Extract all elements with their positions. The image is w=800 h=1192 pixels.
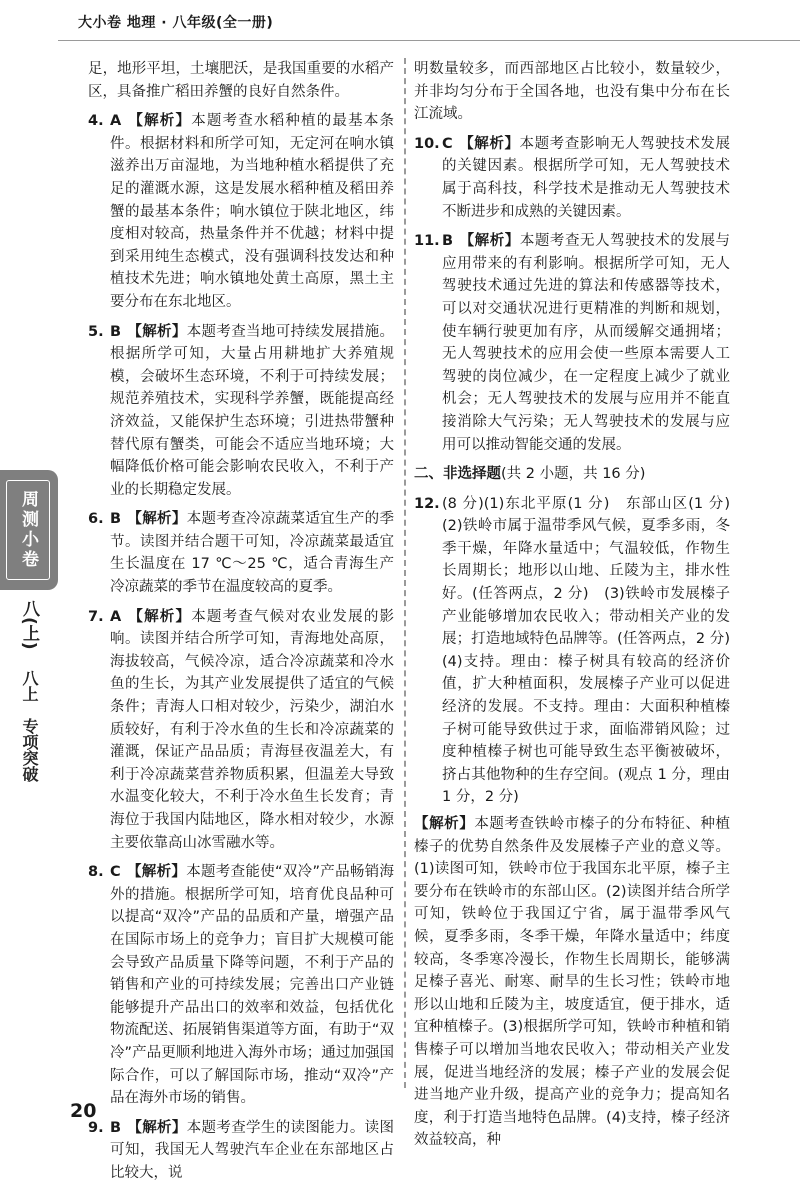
analysis-text: 本题考查铁岭市榛子的分布特征、种植榛子的优势自然条件及发展榛子产业的意义等。(1)读图可知，铁岭市位于我国东北平原，榛子主要分布在铁岭市的东部山区。(2)读图并结合所学可知，铁岭位于我国辽宁省，属于温带季风气候，夏季多雨，冬季干燥，年降水量适中；纬度较高，冬季寒冷漫长，作物生长周期长，能够满足榛子喜光、耐寒、耐旱的生长习性；铁岭市地形以山地和丘陵为主，坡度适宜，便于排水，适宜种植榛子。(3)根据所学可知，铁岭市种植和销售榛子可以增加当地农民收入；带动相关产业发展，促进当地经济的发展；榛子产业的发展会促进当地产业升级，提高产业的竞争力；提高知名度，利于打造当地特色品牌。(4)支持，榛子经济效益较高，种 [414,816,731,1149]
item-answer: B [110,1119,122,1136]
section-note: (共 2 小题，共 16 分) [501,466,646,483]
answer-item-7 [88,606,394,855]
item-number: 7. [88,608,104,625]
item-answer: A [110,113,122,130]
page-number: 20 [70,1100,97,1122]
left-intro: 足，地形平坦，土壤肥沃，是我国重要的水稻产区，具备推广稻田养蟹的良好自然条件。 [88,61,394,100]
item-answer: B [442,233,454,250]
side-grade-part2: (上) [19,617,39,650]
answer-item-6 [88,508,394,598]
item-number: 8. [88,864,104,881]
item-text: 本题考查影响无人驾驶技术发展的关键因素。根据所学可知，无人驾驶技术属于高科技，科学技术是推动无人驾驶技术不断进步和成熟的关键因素。 [442,135,731,220]
section-heading [414,463,730,486]
answer-item-5 [88,321,394,502]
item-text: 本题考查水稻种植的最基本条件。根据材料和所学可知，无定河在响水镇滋养出万亩湿地，为当地种植水稻提供了充足的灌溉水源，这是发展水稻种植及稻田养蟹的最基本条件；响水镇位于陕北地区，纬度相对较高，热量条件并不优越；材料中提到采用纯生态模式，没有强调科技发达和种植技术先进；响水镇地处黄土高原，黑土主要分布在东北地区。 [110,113,395,310]
header-rule [58,40,800,41]
item-number: 10. [414,135,440,152]
item-answer: A [110,608,122,625]
item-answer: C [110,864,121,881]
item-answer-text: (8 分)(1)东北平原(1 分) 东部山区(1 分) (2)铁岭市属于温带季风气候，夏季多雨，冬季干燥，年降水量适中；气温较低，作物生长周期长；地形以山地、丘陵为主，排水性好。(任答两点，2 分) (3)铁岭市发展榛子产业能够增加农民收入；带动相关产业的发展；打造地域特色品牌等。(任答两点，2 分) (4)支持。理由：榛子树具有较高的经济价值，扩大种植面积，发展榛子产业可以促进经济的发展。不支持。理由：大面积种植榛子树可能导致供过于求，面临滞销风险；过度种植榛子树也可能导致生态平衡被破坏，挤占其他物种的生存空间。(观点 1 分，理由 1 分，2 分) [442,495,745,806]
side-grade-part4: 专项突破 [20,718,39,782]
item-tag: 【解析】 [126,864,187,881]
item-number: 5. [88,323,104,340]
item-tag: 【解析】 [127,323,187,340]
item-text: 本题考查无人驾驶技术的发展与应用带来的有利影响。根据所学可知，无人驾驶技术通过先进的算法和传感器等技术，可以对交通状况进行更精准的判断和规划，使车辆行驶更加有序，从而缓解交通拥堵；无人驾驶技术的应用会使一些原本需要人工驾驶的岗位减少，在一定程度上减少了就业机会；无人驾驶技术的发展与应用并不能直接消除大气污染；无人驾驶技术的发展与应用可以推动智能交通的发展。 [442,233,731,453]
item-text: 本题考查能使“双冷”产品畅销海外的措施。根据所学可知，培育优良品种可以提高“双冷”产品的品质和产量，增强产品在国际市场上的竞争力；盲目扩大规模可能会导致产品质量下降等问题，不利于产品的销售和产业的可持续发展；完善出口产业链能够提升产品出口的效率和效益，包括优化物流配送、拓展销售渠道等方面，有助于“双冷”产品更顺利地进入海外市场；通过加强国际合作，可以了解国际市场，推动“双冷”产品在海外市场的销售。 [110,864,394,1107]
item-text: 本题考查冷凉蔬菜适宜生产的季节。读图并结合题干可知，冷凉蔬菜最适宜生长温度在 17 ℃～25 ℃，适合青海生产冷凉蔬菜的季节在温度较高的夏季。 [110,511,395,596]
item-number: 9. [88,1119,104,1136]
section-title: 二、非选择题 [414,466,501,483]
side-section-label [0,670,58,782]
item-text: 本题考查学生的读图能力。读图可知，我国无人驾驶汽车企业在东部地区占比较大，说 [110,1119,395,1181]
side-tab[interactable] [0,470,58,590]
side-tab-label: 周测小卷 [6,480,50,580]
item-tag: 【解析】 [127,113,192,130]
item-tag: 【解析】 [127,511,187,528]
item-text: 本题考查当地可持续发展措施。根据所学可知，大量占用耕地扩大养殖规模，会破坏生态环境，不利于可持续发展；规范养殖技术，实现科学养蟹，既能提高经济效益，又能保护生态环境；引进热带蟹种替代原有蟹类，可能会不适应当地环境；大幅降低价格可能会影响农民收入，不利于产业的长期稳定发展。 [110,323,395,498]
side-grade-part1: 八 [19,600,39,617]
answer-item-9 [88,1117,394,1185]
analysis-12 [414,813,730,1152]
answer-item-8 [88,861,394,1110]
item-number: 6. [88,511,104,528]
item-tag: 【解析】 [459,233,520,250]
item-number: 4. [88,113,104,130]
item-answer: B [110,511,122,528]
answer-item-11 [414,230,730,456]
item-tag: 【解析】 [127,608,192,625]
side-grade-part3: 八上 [20,670,39,702]
page-header: 大小卷 地理 · 八年级(全一册) [78,15,274,31]
column-divider [404,58,406,1088]
item-tag: 【解析】 [414,816,475,832]
item-answer: B [110,323,122,340]
item-tag: 【解析】 [127,1119,187,1136]
answer-item-12 [414,493,745,809]
answer-item-10 [414,133,730,223]
right-intro: 明数量较多，而西部地区占比较小，数量较少，并非均匀分布于全国各地，也没有集中分布在长江流域。 [414,61,730,123]
item-text: 本题考查气候对农业发展的影响。读图并结合所学可知，青海地处高原，海拔较高，气候冷凉，适合冷凉蔬菜和冷水鱼的生长，为其产业发展提供了适宜的气候条件；青海人口相对较少，污染少，湖泊水质较好，有利于冷水鱼的生长和冷凉蔬菜的灌溉，保证产品品质；青海昼夜温差大，有利于冷凉蔬菜营养物质积累，但温差大导致水温变化较大，不利于冷水鱼生长发育；青海位于我国内陆地区，降水相对较少，水源主要依靠高山冰雪融水等。 [110,608,395,851]
item-number: 11. [414,233,440,250]
left-column [88,58,394,1192]
item-number: 12. [414,495,440,512]
item-tag: 【解析】 [458,135,520,152]
side-grade-label [0,600,58,650]
right-column [414,58,745,1159]
item-answer: C [442,135,453,152]
answer-item-4 [88,110,394,313]
